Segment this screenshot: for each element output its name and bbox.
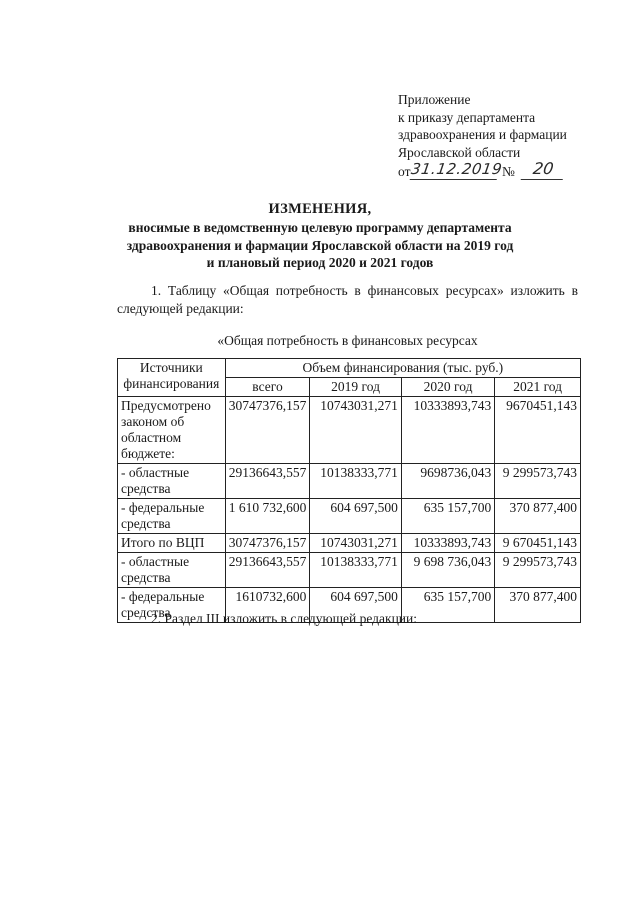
appendix-line: Приложение: [398, 92, 471, 107]
number-label: №: [502, 164, 515, 179]
value-cell: 10743031,271: [310, 397, 402, 464]
appendix-line: здравоохранения и фармации: [398, 127, 567, 142]
source-cell: - федеральные средства: [118, 588, 226, 623]
table-row: [118, 397, 581, 464]
value-cell: 1610732,600: [225, 588, 310, 623]
subtitle-line: и плановый период 2020 и 2021 годов: [206, 255, 434, 270]
value-cell: 9 670451,143: [495, 534, 581, 553]
value-cell: 9698736,043: [401, 464, 494, 499]
value-cell: 1 610 732,600: [225, 499, 310, 534]
value-cell: 29136643,557: [225, 553, 310, 588]
source-cell: - областные средства: [118, 553, 226, 588]
handwritten-date: 31.12.2019: [409, 160, 504, 178]
source-cell: - федеральные средства: [118, 499, 226, 534]
source-cell: Предусмотрено законом об областном бюджете:: [118, 397, 226, 464]
value-cell: 9670451,143: [495, 397, 581, 464]
source-cell: - областные средства: [118, 464, 226, 499]
table-row: [118, 499, 581, 534]
order-date-number: [398, 161, 598, 181]
subtitle-line: здравоохранения и фармации Ярославской области на 2019 год: [126, 237, 514, 253]
value-cell: 30747376,157: [225, 534, 310, 553]
table-row: [118, 534, 581, 553]
handwritten-number: 20: [521, 161, 566, 180]
table-row: [118, 553, 581, 588]
paragraph-2: 2. Раздел III изложить в следующей редакции:: [151, 611, 418, 626]
column-header: 2019 год: [310, 378, 402, 397]
value-cell: 635 157,700: [401, 588, 494, 623]
column-header: 2020 год: [401, 378, 494, 397]
value-cell: 10743031,271: [310, 534, 402, 553]
value-cell: 370 877,400: [495, 499, 581, 534]
subtitle-line: вносимые в ведомственную целевую программу департамента: [128, 220, 512, 235]
value-cell: 370 877,400: [495, 588, 581, 623]
financing-table: [117, 358, 581, 623]
value-cell: 635 157,700: [401, 499, 494, 534]
date-label: от: [398, 164, 411, 179]
source-cell: Итого по ВЦП: [118, 534, 226, 553]
appendix-line: к приказу департамента: [398, 109, 536, 125]
paragraph-1: 1. Таблицу «Общая потребность в финансовых ресурсах» изложить в следующей редакции:: [117, 283, 578, 316]
appendix-block: [398, 91, 598, 181]
volume-header: Объем финансирования (тыс. руб.): [225, 359, 580, 378]
value-cell: 9 299573,743: [495, 553, 581, 588]
table-caption: «Общая потребность в финансовых ресурсах: [217, 333, 478, 348]
table-row: [118, 464, 581, 499]
column-header: всего: [225, 378, 310, 397]
document-heading: [80, 199, 560, 272]
column-header: 2021 год: [495, 378, 581, 397]
value-cell: 604 697,500: [310, 588, 402, 623]
value-cell: 9 299573,743: [495, 464, 581, 499]
value-cell: 29136643,557: [225, 464, 310, 499]
value-cell: 10333893,743: [401, 397, 494, 464]
value-cell: 10138333,771: [310, 464, 402, 499]
source-header: Источники финансирования: [118, 359, 226, 397]
document-title: ИЗМЕНЕНИЯ,: [268, 201, 372, 217]
table-header-row: [118, 359, 581, 378]
value-cell: 30747376,157: [225, 397, 310, 464]
value-cell: 604 697,500: [310, 499, 402, 534]
value-cell: 9 698 736,043: [401, 553, 494, 588]
value-cell: 10138333,771: [310, 553, 402, 588]
value-cell: 10333893,743: [401, 534, 494, 553]
appendix-line: Ярославской области: [398, 144, 521, 160]
